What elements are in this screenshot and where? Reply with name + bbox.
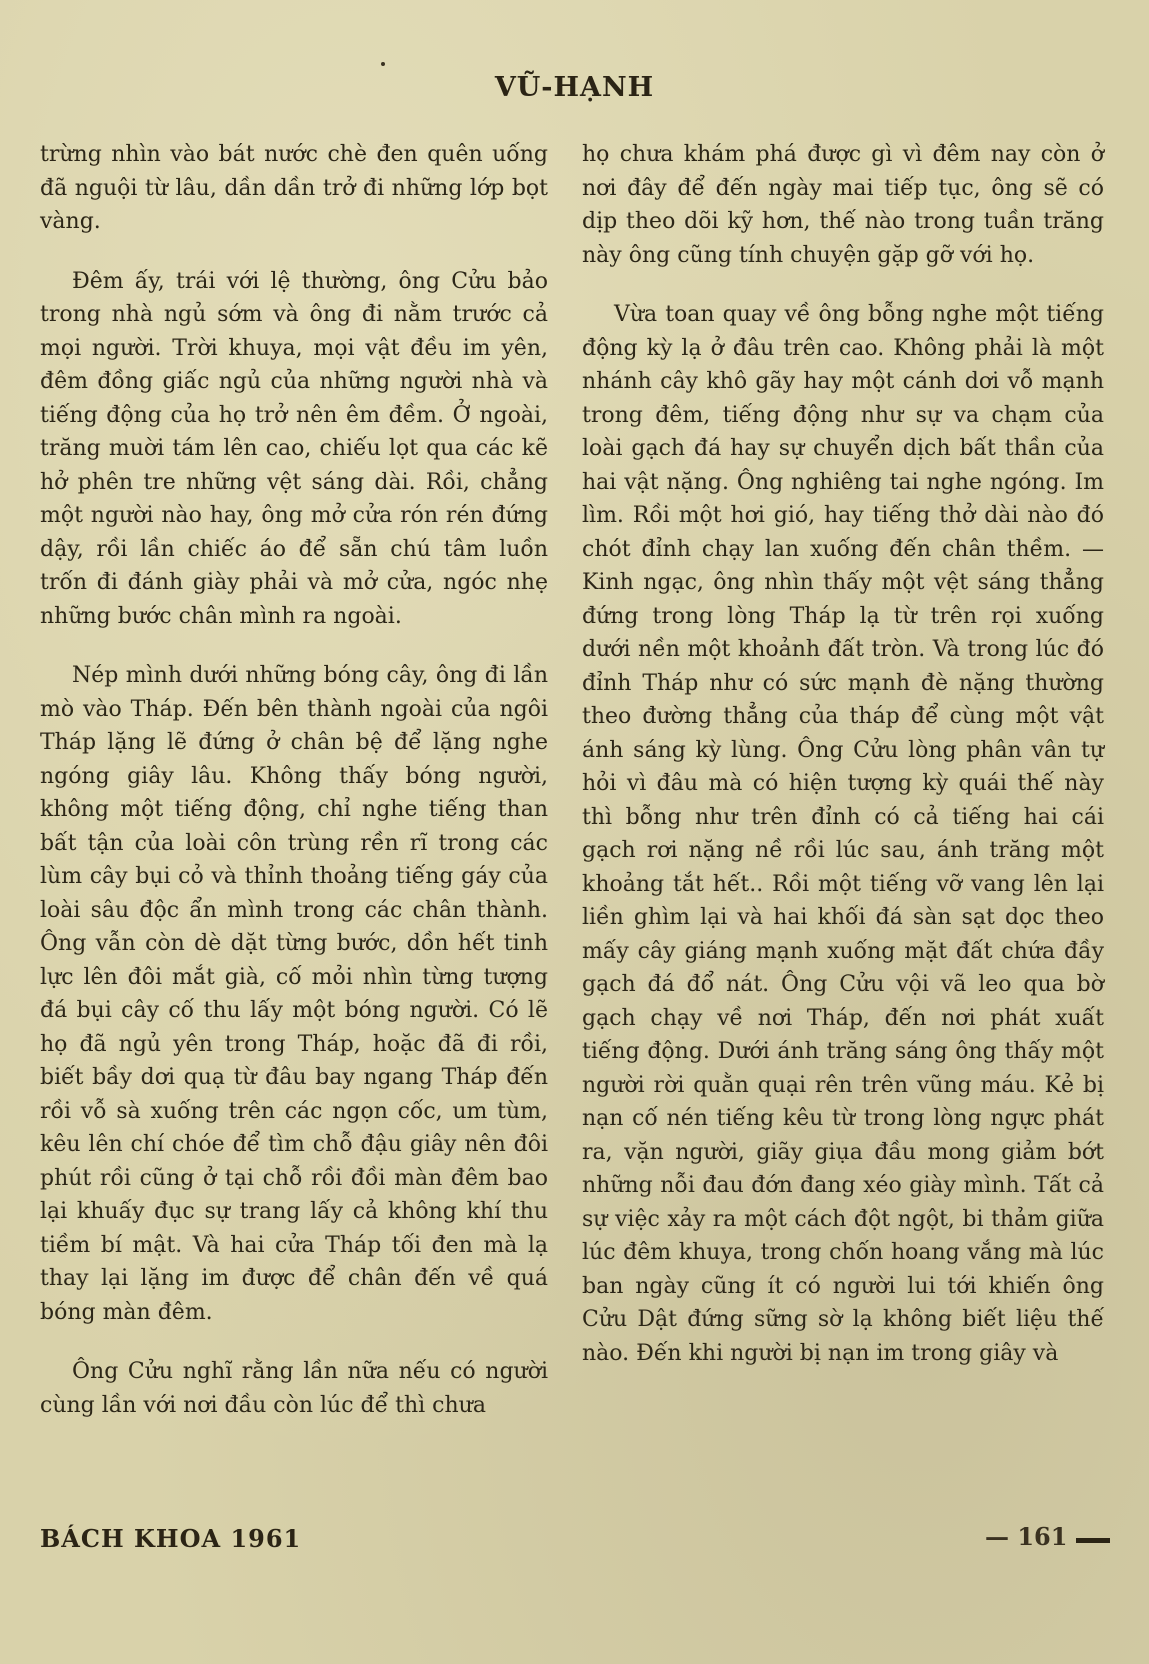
right-paragraph-1: họ chưa khám phá được gì vì đêm nay còn ở nơi đây để đến ngày mai tiếp tục, ông sẽ có dịp theo dõi kỹ hơn, thế nào trong tuần trăng này ông cũng tính chuyện gặp gỡ với họ. <box>582 142 1104 268</box>
print-mark <box>381 62 385 66</box>
footer-magazine-name: BÁCH KHOA 1961 <box>40 1524 302 1553</box>
right-column <box>582 138 1104 1370</box>
left-paragraph-2: Đêm ấy, trái với lệ thường, ông Cửu bảo trong nhà ngủ sớm và ông đi nằm trước cả mọi người. Trời khuya, mọi vật đều im yên, đêm đồng giấc ngủ của những người nhà và tiếng động của họ trở nên êm đềm. Ở ngoài, trăng muời tám lên cao, chiếu lọt qua các kẽ hở phên tre những vệt sáng dài. Rồi, chẳng một người nào hay, ông mở cửa rón rén đứng dậy, rồi lần chiếc áo để sẵn chú tâm luồn trốn đi đánh giày phải và mở cửa, ngóc nhẹ những bước chân mình ra ngoài. <box>40 268 548 629</box>
footer-page-number: — 161 <box>985 1522 1068 1551</box>
page-header-author: VŨ-HẠNH <box>494 72 655 103</box>
right-paragraph-2: Vừa toan quay về ông bỗng nghe một tiếng động kỳ lạ ở đâu trên cao. Không phải là một nhánh cây khô gãy hay một cánh dơi vỗ mạnh trong đêm, tiếng động như sự va chạm của loài gạch đá hay sự chuyển dịch bất thần của hai vật nặng. Ông nghiêng tai nghe ngóng. Im lìm. Rồi một hơi gió, hay tiếng thở dài nào đó chót đỉnh chạy lan xuống đến chân thềm. — Kinh ngạc, ông nhìn thấy một vệt sáng thẳng đứng trong lòng Tháp lạ từ trên rọi xuống dưới nền một khoảnh đất tròn. Và trong lúc đó đỉnh Tháp như có sức mạnh đè nặng thường theo đường thẳng của tháp để cùng một vật ánh sáng kỳ lùng. Ông Cửu lòng phân vân tự hỏi vì đâu mà có hiện tượng kỳ quái thế này thì bỗng như trên đỉnh có cả tiếng hai cái gạch rơi nặng nề rồi lúc sau, ánh trăng một khoảng tắt hết.. Rồi một tiếng vỡ vang lên lại liền ghìm lại và hai khối đá sàn sạt dọc theo mấy cây giáng mạnh xuống mặt đất chứa đầy gạch đá đổ nát. Ông Cửu vội vã leo qua bờ gạch chạy về nơi Tháp, đến nơi phát xuất tiếng động. Dưới ánh trăng sáng ông thấy một người rời quằn quại rên trên vũng máu. Kẻ bị nạn cố nén tiếng kêu từ trong lòng ngực phát ra, vặn người, giãy giụa đầu mong giảm bớt những nỗi đau đớn đang xéo giày mình. Tất cả sự việc xảy ra một cách đột ngột, bi thảm giữa lúc đêm khuya, trong chốn hoang vắng mà lúc ban ngày cũng ít có người lui tới khiến ông Cửu Dật đứng sững sờ lạ không biết liệu thế nào. Đến khi người bị nạn im trong giây và <box>582 302 1104 1366</box>
left-column <box>40 138 548 1422</box>
left-paragraph-4: Ông Cửu nghĩ rằng lần nữa nếu có người cùng lần với nơi đầu còn lúc để thì chưa <box>40 1359 548 1418</box>
left-paragraph-1: trừng nhìn vào bát nước chè đen quên uống đã nguội từ lâu, dần dần trở đi những lớp bọt vàng. <box>40 142 548 234</box>
left-paragraph-3: Nép mình dưới những bóng cây, ông đi lần mò vào Tháp. Đến bên thành ngoài của ngôi Tháp lặng lẽ đứng ở chân bệ để lặng nghe ngóng giây lâu. Không thấy bóng người, không một tiếng động, chỉ nghe tiếng than bất tận của loài côn trùng rền rĩ trong các lùm cây bụi cỏ và thỉnh thoảng tiếng gáy của loài sâu độc ẩn mình trong các chân thành. Ông vẫn còn dè dặt từng bước, dồn hết tinh lực lên đôi mắt già, cố mỏi nhìn từng tượng đá bụi cây cố thu lấy một bóng người. Có lẽ họ đã ngủ yên trong Tháp, hoặc đã đi rồi, biết bầy dơi quạ từ đâu bay ngang Tháp đến rồi vỗ sà xuống trên các ngọn cốc, um tùm, kêu lên chí chóe để tìm chỗ đậu giây nên đôi phút rồi cũng ở tại chỗ rồi đồi màn đêm bao lại khuấy đục sự trang lấy cả không khí thu tiềm bí mật. Và hai cửa Tháp tối đen mà lạ thay lại lặng im được để chân đến về quá bóng màn đêm. <box>40 663 548 1325</box>
footer-dash <box>1076 1538 1110 1543</box>
